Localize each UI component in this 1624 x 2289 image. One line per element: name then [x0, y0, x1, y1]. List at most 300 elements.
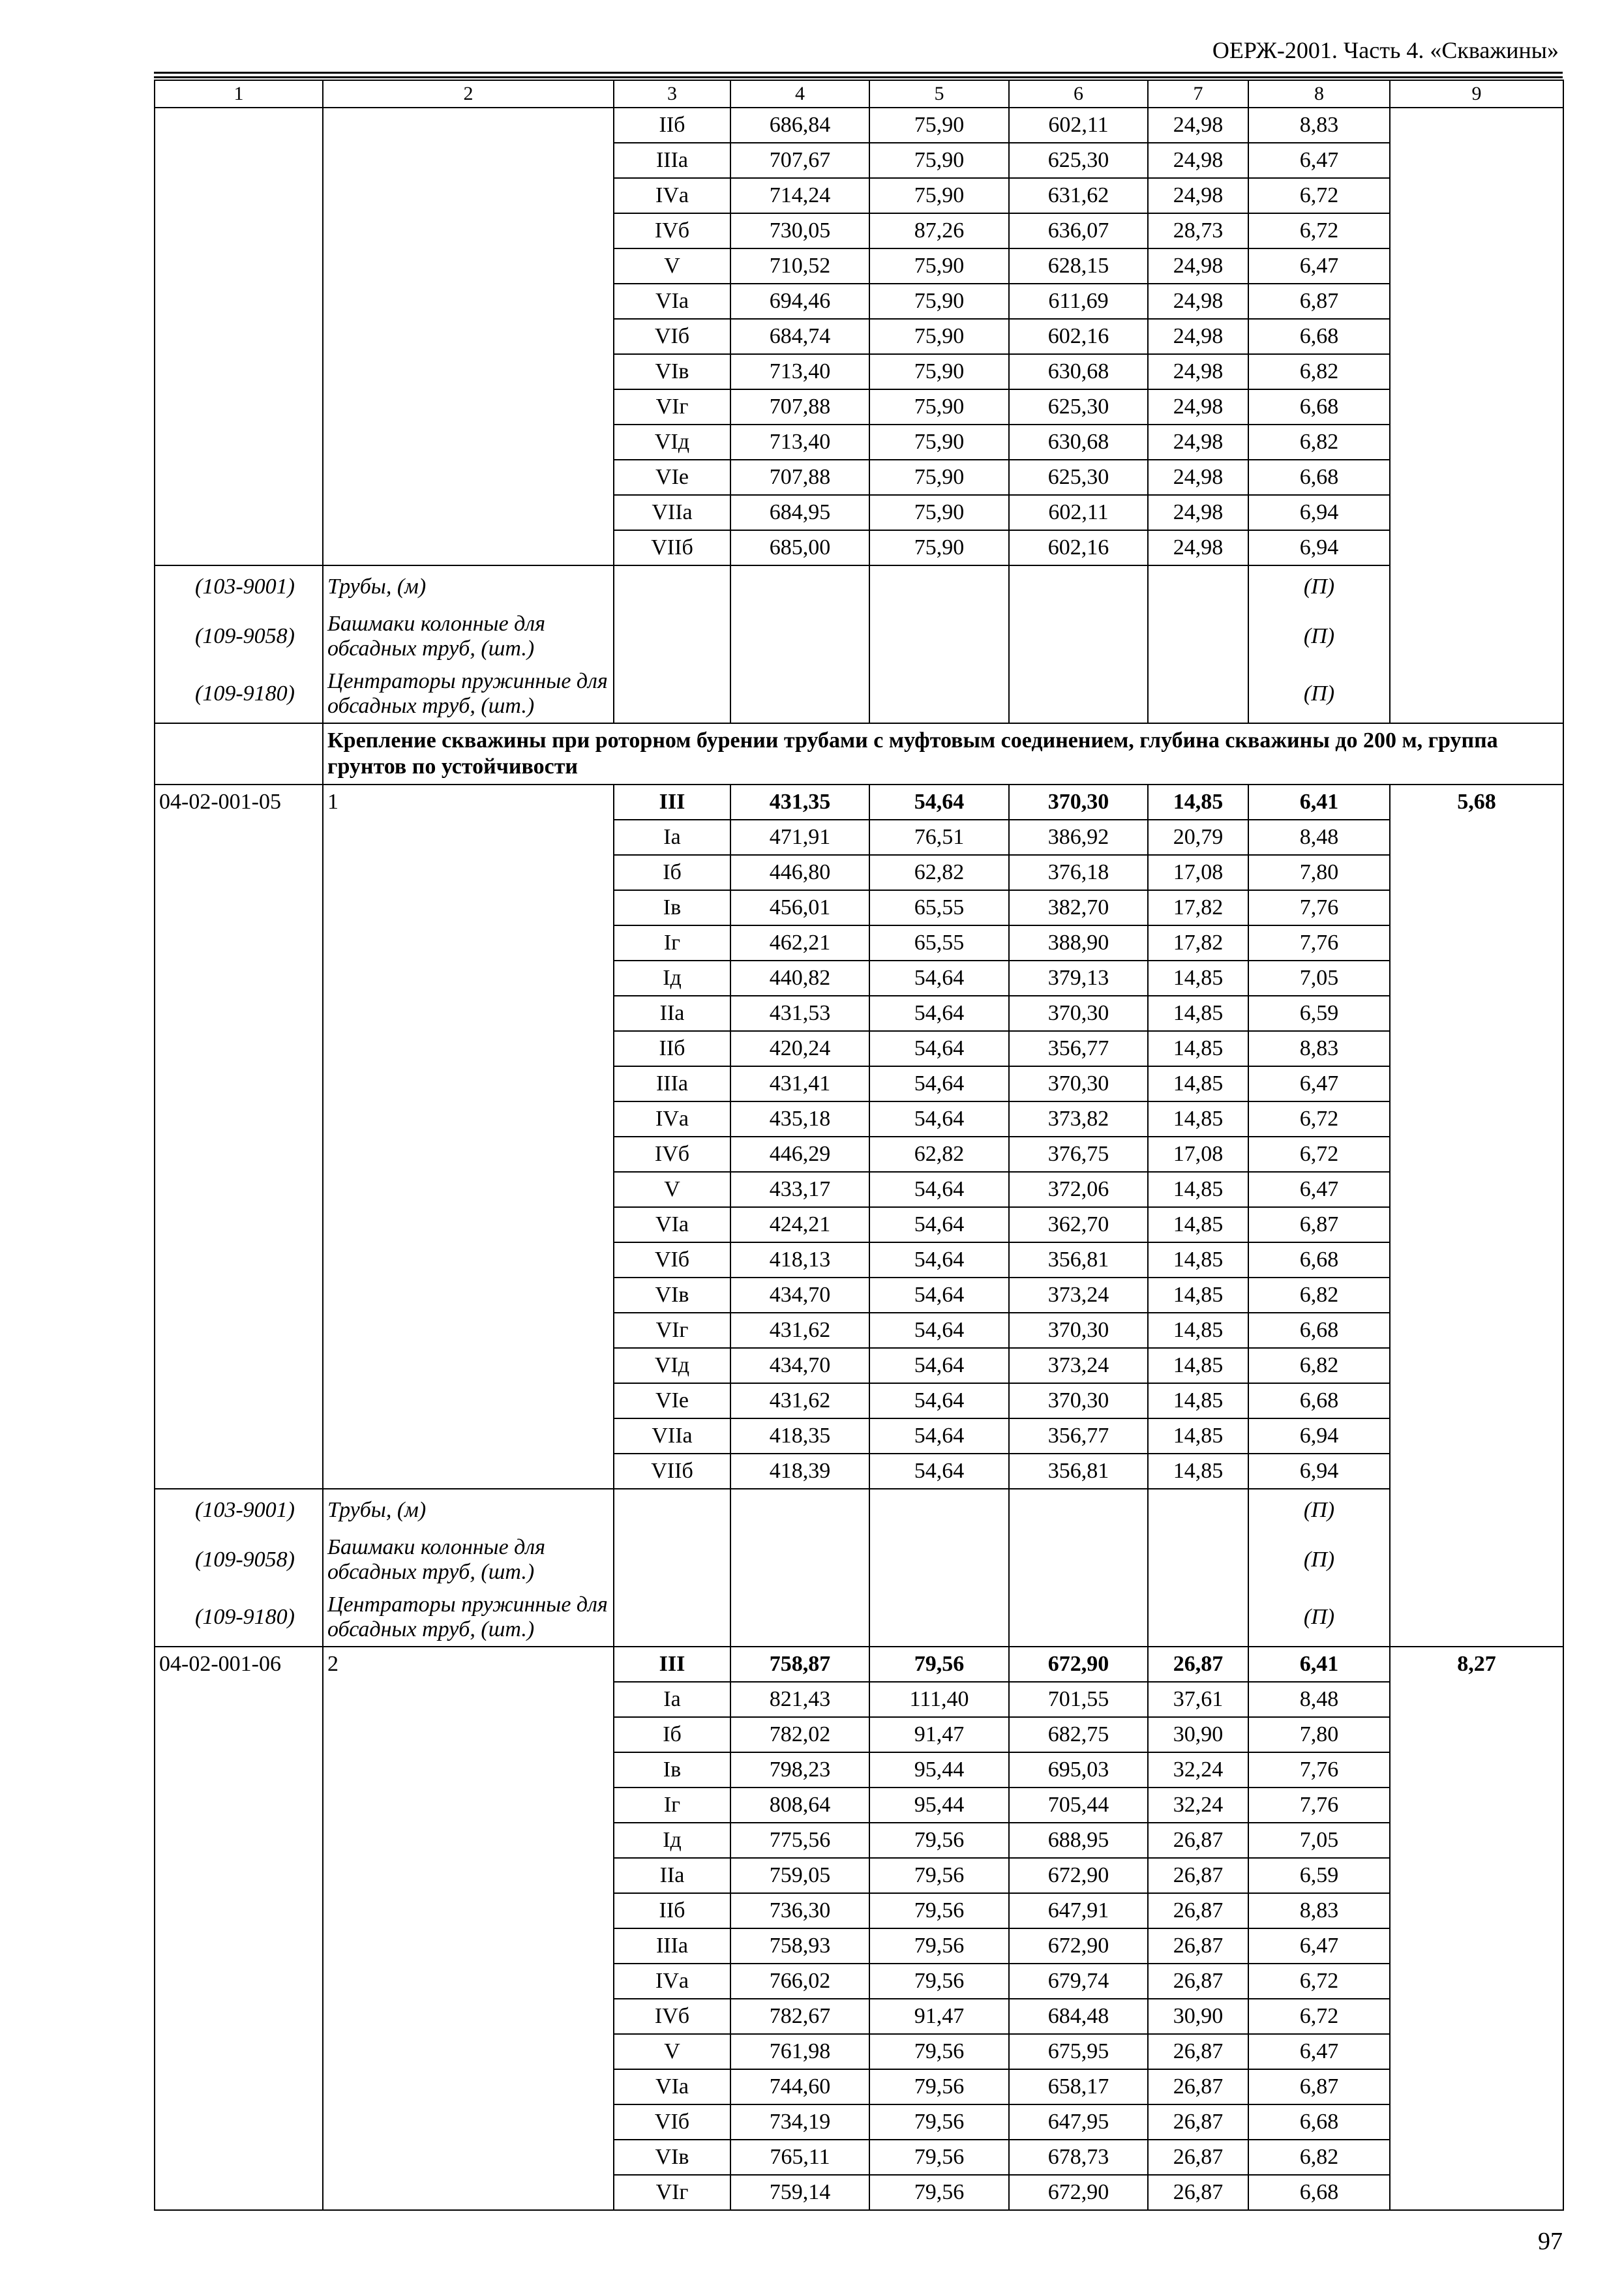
soil-group-cell: IVб: [614, 213, 730, 248]
value-cell: 26,87: [1148, 1893, 1248, 1928]
resource-empty-cell: [730, 1489, 869, 1531]
value-cell: 6,68: [1248, 319, 1390, 354]
value-cell: 54,64: [869, 996, 1009, 1031]
value-cell: 471,91: [730, 820, 869, 855]
resource-name: Центраторы пружинные для обсадных труб, (шт.): [323, 1589, 614, 1647]
resource-empty-cell: [730, 608, 869, 665]
value-cell: 710,52: [730, 248, 869, 284]
soil-group-cell: Iд: [614, 961, 730, 996]
value-cell: 79,56: [869, 2140, 1009, 2175]
value-cell: 79,56: [869, 2069, 1009, 2104]
soil-group-cell: Iг: [614, 925, 730, 961]
value-cell: 79,56: [869, 1893, 1009, 1928]
col9-value: 8,27: [1390, 1647, 1563, 2210]
value-cell: 434,70: [730, 1348, 869, 1383]
value-cell: 631,62: [1009, 178, 1148, 213]
value-cell: 6,94: [1248, 495, 1390, 530]
value-cell: 91,47: [869, 1717, 1009, 1752]
resource-row: [155, 565, 1563, 608]
value-cell: 26,87: [1148, 1823, 1248, 1858]
value-cell: 625,30: [1009, 389, 1148, 425]
table-row: [155, 108, 1563, 143]
resource-empty-cell: [730, 665, 869, 723]
value-cell: 79,56: [869, 2034, 1009, 2069]
soil-group-cell: IVб: [614, 1137, 730, 1172]
resource-empty-cell: [1009, 608, 1148, 665]
resource-empty-cell: [1148, 565, 1248, 608]
value-cell: 418,13: [730, 1242, 869, 1278]
column-number: 3: [614, 80, 730, 108]
value-cell: 602,16: [1009, 319, 1148, 354]
value-cell: 6,94: [1248, 1454, 1390, 1489]
resource-empty-cell: [869, 1589, 1009, 1647]
value-cell: 6,41: [1248, 1647, 1390, 1682]
value-cell: 24,98: [1148, 354, 1248, 389]
resource-code: (103-9001): [155, 1489, 323, 1531]
value-cell: 6,94: [1248, 530, 1390, 565]
resource-row: [155, 1489, 1563, 1531]
resource-empty-cell: [1148, 1589, 1248, 1647]
value-cell: 24,98: [1148, 248, 1248, 284]
value-cell: 28,73: [1148, 213, 1248, 248]
value-cell: 75,90: [869, 425, 1009, 460]
value-cell: 7,76: [1248, 1752, 1390, 1788]
value-cell: 14,85: [1148, 1418, 1248, 1454]
value-cell: 54,64: [869, 1454, 1009, 1489]
soil-group-cell: IVа: [614, 1101, 730, 1137]
value-cell: 678,73: [1009, 2140, 1148, 2175]
soil-group-cell: VIг: [614, 389, 730, 425]
soil-group-cell: Iг: [614, 1788, 730, 1823]
value-cell: 362,70: [1009, 1207, 1148, 1242]
value-cell: 8,83: [1248, 1031, 1390, 1066]
value-cell: 14,85: [1148, 1242, 1248, 1278]
value-cell: 6,47: [1248, 248, 1390, 284]
resource-name: Трубы, (м): [323, 565, 614, 608]
value-cell: 6,68: [1248, 1242, 1390, 1278]
resource-empty-cell: [614, 1531, 730, 1589]
value-cell: 54,64: [869, 1348, 1009, 1383]
value-cell: 26,87: [1148, 2140, 1248, 2175]
soil-group-cell: V: [614, 2034, 730, 2069]
resource-flag: (П): [1248, 665, 1390, 723]
resource-code: (109-9058): [155, 608, 323, 665]
value-cell: 26,87: [1148, 1858, 1248, 1893]
soil-group-cell: III: [614, 785, 730, 820]
value-cell: 75,90: [869, 495, 1009, 530]
soil-group-cell: VIIб: [614, 530, 730, 565]
value-cell: 6,82: [1248, 1348, 1390, 1383]
value-cell: 376,75: [1009, 1137, 1148, 1172]
value-cell: 54,64: [869, 1172, 1009, 1207]
value-cell: 6,47: [1248, 1928, 1390, 1964]
value-cell: 14,85: [1148, 1031, 1248, 1066]
value-cell: 6,87: [1248, 284, 1390, 319]
value-cell: 37,61: [1148, 1682, 1248, 1717]
resource-row: [155, 1531, 1563, 1589]
value-cell: 79,56: [869, 2175, 1009, 2210]
value-cell: 434,70: [730, 1278, 869, 1313]
value-cell: 376,18: [1009, 855, 1148, 890]
value-cell: 6,59: [1248, 1858, 1390, 1893]
soil-group-cell: Iв: [614, 890, 730, 925]
value-cell: 14,85: [1148, 1066, 1248, 1101]
value-cell: 14,85: [1148, 1383, 1248, 1418]
soil-group-cell: VIг: [614, 2175, 730, 2210]
resource-name: Центраторы пружинные для обсадных труб, (шт.): [323, 665, 614, 723]
value-cell: 75,90: [869, 319, 1009, 354]
resource-empty-cell: [730, 1589, 869, 1647]
value-cell: 672,90: [1009, 1858, 1148, 1893]
value-cell: 95,44: [869, 1752, 1009, 1788]
soil-group-cell: Iб: [614, 1717, 730, 1752]
value-cell: 8,48: [1248, 820, 1390, 855]
value-cell: 65,55: [869, 890, 1009, 925]
resource-empty-cell: [730, 1531, 869, 1589]
value-cell: 6,68: [1248, 2175, 1390, 2210]
value-cell: 6,47: [1248, 2034, 1390, 2069]
column-number: 9: [1390, 80, 1563, 108]
rate-name: 1: [323, 785, 614, 1489]
value-cell: 14,85: [1148, 1313, 1248, 1348]
value-cell: 24,98: [1148, 108, 1248, 143]
value-cell: 79,56: [869, 1964, 1009, 1999]
value-cell: 24,98: [1148, 530, 1248, 565]
value-cell: 26,87: [1148, 1928, 1248, 1964]
resource-row: [155, 608, 1563, 665]
value-cell: 26,87: [1148, 2069, 1248, 2104]
value-cell: 672,90: [1009, 2175, 1148, 2210]
value-cell: 647,91: [1009, 1893, 1148, 1928]
soil-group-cell: III: [614, 1647, 730, 1682]
soil-group-cell: IIIа: [614, 143, 730, 178]
value-cell: 602,16: [1009, 530, 1148, 565]
value-cell: 6,82: [1248, 425, 1390, 460]
resource-empty-cell: [614, 565, 730, 608]
soil-group-cell: VIв: [614, 2140, 730, 2175]
value-cell: 356,81: [1009, 1242, 1148, 1278]
soil-group-cell: VIб: [614, 319, 730, 354]
value-cell: 685,00: [730, 530, 869, 565]
value-cell: 611,69: [1009, 284, 1148, 319]
value-cell: 8,48: [1248, 1682, 1390, 1717]
value-cell: 758,93: [730, 1928, 869, 1964]
value-cell: 7,76: [1248, 890, 1390, 925]
col9-value: 5,68: [1390, 785, 1563, 1647]
value-cell: 7,76: [1248, 925, 1390, 961]
value-cell: 6,72: [1248, 213, 1390, 248]
value-cell: 602,11: [1009, 495, 1148, 530]
value-cell: 6,87: [1248, 2069, 1390, 2104]
value-cell: 32,24: [1148, 1788, 1248, 1823]
value-cell: 744,60: [730, 2069, 869, 2104]
value-cell: 6,47: [1248, 1066, 1390, 1101]
value-cell: 6,68: [1248, 460, 1390, 495]
value-cell: 54,64: [869, 1383, 1009, 1418]
resource-empty-cell: [1009, 1589, 1148, 1647]
value-cell: 6,82: [1248, 1278, 1390, 1313]
value-cell: 75,90: [869, 389, 1009, 425]
value-cell: 62,82: [869, 855, 1009, 890]
value-cell: 54,64: [869, 1418, 1009, 1454]
value-cell: 6,72: [1248, 1999, 1390, 2034]
resource-name: Трубы, (м): [323, 1489, 614, 1531]
soil-group-cell: IIIа: [614, 1066, 730, 1101]
value-cell: 695,03: [1009, 1752, 1148, 1788]
value-cell: 75,90: [869, 178, 1009, 213]
value-cell: 759,05: [730, 1858, 869, 1893]
value-cell: 76,51: [869, 820, 1009, 855]
value-cell: 6,72: [1248, 178, 1390, 213]
value-cell: 65,55: [869, 925, 1009, 961]
value-cell: 6,68: [1248, 1313, 1390, 1348]
value-cell: 418,39: [730, 1454, 869, 1489]
value-cell: 6,47: [1248, 143, 1390, 178]
value-cell: 373,24: [1009, 1348, 1148, 1383]
column-number-row: [155, 80, 1563, 108]
value-cell: 17,08: [1148, 855, 1248, 890]
value-cell: 370,30: [1009, 785, 1148, 820]
rate-name: [323, 108, 614, 565]
soil-group-cell: VIд: [614, 425, 730, 460]
value-cell: 386,92: [1009, 820, 1148, 855]
value-cell: 420,24: [730, 1031, 869, 1066]
col9-value: [1390, 108, 1563, 723]
table-row: [155, 785, 1563, 820]
value-cell: 17,82: [1148, 925, 1248, 961]
value-cell: 6,72: [1248, 1964, 1390, 1999]
page-header: ОЕРЖ-2001. Часть 4. «Скважины»: [1212, 37, 1559, 63]
soil-group-cell: VIа: [614, 1207, 730, 1242]
value-cell: 379,13: [1009, 961, 1148, 996]
resource-empty-cell: [869, 665, 1009, 723]
soil-group-cell: VIд: [614, 1348, 730, 1383]
resource-code: (103-9001): [155, 565, 323, 608]
value-cell: 26,87: [1148, 2104, 1248, 2140]
value-cell: 672,90: [1009, 1928, 1148, 1964]
soil-group-cell: Iв: [614, 1752, 730, 1788]
value-cell: 707,88: [730, 460, 869, 495]
value-cell: 373,24: [1009, 1278, 1148, 1313]
value-cell: 7,80: [1248, 1717, 1390, 1752]
soil-group-cell: VIб: [614, 2104, 730, 2140]
value-cell: 431,62: [730, 1383, 869, 1418]
value-cell: 95,44: [869, 1788, 1009, 1823]
value-cell: 91,47: [869, 1999, 1009, 2034]
value-cell: 356,81: [1009, 1454, 1148, 1489]
column-number: 6: [1009, 80, 1148, 108]
value-cell: 782,67: [730, 1999, 869, 2034]
value-cell: 679,74: [1009, 1964, 1148, 1999]
value-cell: 8,83: [1248, 108, 1390, 143]
value-cell: 24,98: [1148, 460, 1248, 495]
resource-empty-cell: [614, 1589, 730, 1647]
resource-empty-cell: [1148, 1531, 1248, 1589]
value-cell: 370,30: [1009, 996, 1148, 1031]
value-cell: 730,05: [730, 213, 869, 248]
value-cell: 7,05: [1248, 961, 1390, 996]
value-cell: 17,82: [1148, 890, 1248, 925]
resource-code: (109-9180): [155, 1589, 323, 1647]
resource-empty-cell: [1009, 1489, 1148, 1531]
value-cell: 446,80: [730, 855, 869, 890]
soil-group-cell: VIIа: [614, 495, 730, 530]
value-cell: 75,90: [869, 248, 1009, 284]
value-cell: 14,85: [1148, 996, 1248, 1031]
rates-table: [154, 80, 1564, 2211]
value-cell: 602,11: [1009, 108, 1148, 143]
value-cell: 6,68: [1248, 1383, 1390, 1418]
value-cell: 734,19: [730, 2104, 869, 2140]
value-cell: 686,84: [730, 108, 869, 143]
value-cell: 418,35: [730, 1418, 869, 1454]
value-cell: 24,98: [1148, 178, 1248, 213]
value-cell: 7,05: [1248, 1823, 1390, 1858]
soil-group-cell: VIа: [614, 284, 730, 319]
value-cell: 808,64: [730, 1788, 869, 1823]
resource-empty-cell: [730, 565, 869, 608]
column-number: 8: [1248, 80, 1390, 108]
value-cell: 26,87: [1148, 2034, 1248, 2069]
value-cell: 14,85: [1148, 1172, 1248, 1207]
soil-group-cell: Iб: [614, 855, 730, 890]
value-cell: 54,64: [869, 1278, 1009, 1313]
value-cell: 431,53: [730, 996, 869, 1031]
value-cell: 765,11: [730, 2140, 869, 2175]
resource-flag: (П): [1248, 1489, 1390, 1531]
value-cell: 6,94: [1248, 1418, 1390, 1454]
value-cell: 79,56: [869, 2104, 1009, 2140]
value-cell: 759,14: [730, 2175, 869, 2210]
value-cell: 625,30: [1009, 143, 1148, 178]
value-cell: 775,56: [730, 1823, 869, 1858]
value-cell: 62,82: [869, 1137, 1009, 1172]
resource-empty-cell: [869, 1531, 1009, 1589]
soil-group-cell: IIIа: [614, 1928, 730, 1964]
value-cell: 701,55: [1009, 1682, 1148, 1717]
soil-group-cell: VIIа: [614, 1418, 730, 1454]
value-cell: 30,90: [1148, 1999, 1248, 2034]
value-cell: 766,02: [730, 1964, 869, 1999]
value-cell: 675,95: [1009, 2034, 1148, 2069]
resource-row: [155, 665, 1563, 723]
column-number: 4: [730, 80, 869, 108]
section-heading: Крепление скважины при роторном бурении трубами с муфтовым соединением, глубина скважины до 200 м, группа грунтов по устойчивости: [323, 723, 1563, 785]
value-cell: 714,24: [730, 178, 869, 213]
header-rule: [154, 72, 1563, 74]
value-cell: 782,02: [730, 1717, 869, 1752]
soil-group-cell: IIб: [614, 108, 730, 143]
resource-flag: (П): [1248, 565, 1390, 608]
value-cell: 79,56: [869, 1823, 1009, 1858]
value-cell: 75,90: [869, 108, 1009, 143]
value-cell: 798,23: [730, 1752, 869, 1788]
value-cell: 14,85: [1148, 785, 1248, 820]
rate-code: [155, 108, 323, 565]
value-cell: 20,79: [1148, 820, 1248, 855]
value-cell: 625,30: [1009, 460, 1148, 495]
value-cell: 75,90: [869, 143, 1009, 178]
value-cell: 647,95: [1009, 2104, 1148, 2140]
value-cell: 388,90: [1009, 925, 1148, 961]
value-cell: 431,41: [730, 1066, 869, 1101]
value-cell: 373,82: [1009, 1101, 1148, 1137]
value-cell: 821,43: [730, 1682, 869, 1717]
value-cell: 26,87: [1148, 1647, 1248, 1682]
value-cell: 6,87: [1248, 1207, 1390, 1242]
value-cell: 79,56: [869, 1858, 1009, 1893]
value-cell: 372,06: [1009, 1172, 1148, 1207]
value-cell: 433,17: [730, 1172, 869, 1207]
value-cell: 54,64: [869, 1242, 1009, 1278]
value-cell: 24,98: [1148, 319, 1248, 354]
value-cell: 54,64: [869, 1066, 1009, 1101]
value-cell: 707,88: [730, 389, 869, 425]
value-cell: 688,95: [1009, 1823, 1148, 1858]
value-cell: 6,41: [1248, 785, 1390, 820]
value-cell: 14,85: [1148, 1207, 1248, 1242]
value-cell: 682,75: [1009, 1717, 1148, 1752]
resource-code: (109-9180): [155, 665, 323, 723]
value-cell: 356,77: [1009, 1031, 1148, 1066]
soil-group-cell: IIа: [614, 996, 730, 1031]
soil-group-cell: VIв: [614, 354, 730, 389]
rate-code: 04-02-001-05: [155, 785, 323, 1489]
value-cell: 456,01: [730, 890, 869, 925]
resource-empty-cell: [1009, 565, 1148, 608]
resource-empty-cell: [614, 608, 730, 665]
section-heading-spacer: [155, 723, 323, 785]
value-cell: 628,15: [1009, 248, 1148, 284]
value-cell: 75,90: [869, 530, 1009, 565]
resource-empty-cell: [1009, 665, 1148, 723]
soil-group-cell: IVа: [614, 178, 730, 213]
soil-group-cell: VIе: [614, 1383, 730, 1418]
column-number: 7: [1148, 80, 1248, 108]
value-cell: 75,90: [869, 284, 1009, 319]
value-cell: 6,68: [1248, 389, 1390, 425]
value-cell: 7,80: [1248, 855, 1390, 890]
value-cell: 435,18: [730, 1101, 869, 1137]
soil-group-cell: IVа: [614, 1964, 730, 1999]
value-cell: 30,90: [1148, 1717, 1248, 1752]
value-cell: 54,64: [869, 1313, 1009, 1348]
value-cell: 79,56: [869, 1928, 1009, 1964]
value-cell: 54,64: [869, 1101, 1009, 1137]
value-cell: 713,40: [730, 425, 869, 460]
resource-empty-cell: [614, 665, 730, 723]
resource-empty-cell: [1148, 665, 1248, 723]
value-cell: 17,08: [1148, 1137, 1248, 1172]
table-row: [155, 1647, 1563, 1682]
value-cell: 14,85: [1148, 961, 1248, 996]
section-heading-row: [155, 723, 1563, 785]
soil-group-cell: IIа: [614, 1858, 730, 1893]
resource-code: (109-9058): [155, 1531, 323, 1589]
soil-group-cell: VIе: [614, 460, 730, 495]
value-cell: 14,85: [1148, 1101, 1248, 1137]
value-cell: 6,72: [1248, 1137, 1390, 1172]
value-cell: 694,46: [730, 284, 869, 319]
value-cell: 630,68: [1009, 354, 1148, 389]
value-cell: 440,82: [730, 961, 869, 996]
value-cell: 24,98: [1148, 495, 1248, 530]
resource-empty-cell: [869, 1489, 1009, 1531]
value-cell: 24,98: [1148, 143, 1248, 178]
value-cell: 370,30: [1009, 1313, 1148, 1348]
value-cell: 684,48: [1009, 1999, 1148, 2034]
value-cell: 630,68: [1009, 425, 1148, 460]
